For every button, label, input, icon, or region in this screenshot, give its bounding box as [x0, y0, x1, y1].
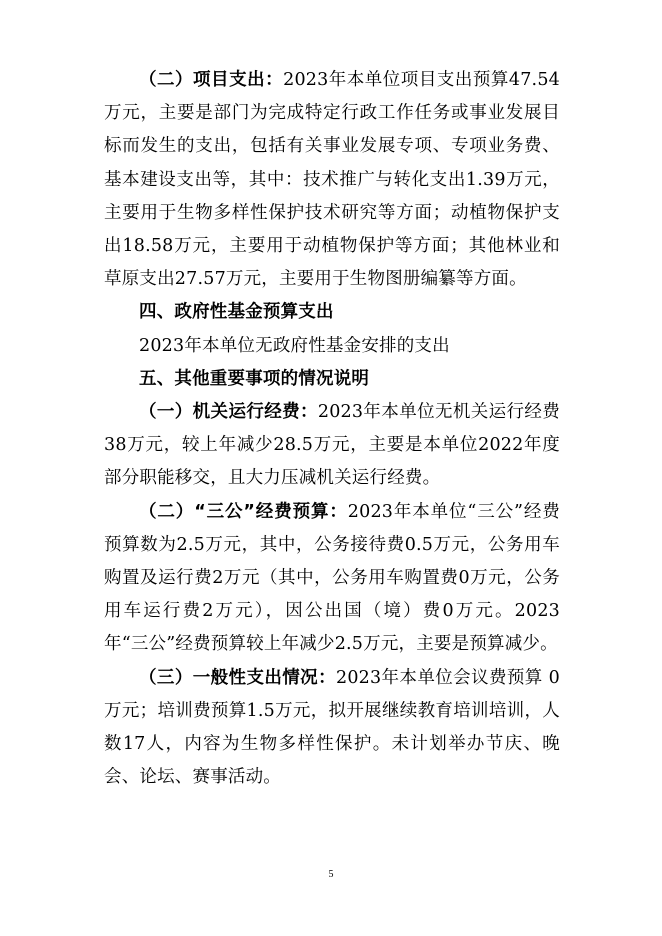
government-fund-heading: 四、政府性基金预算支出	[139, 302, 334, 323]
project-expenditure-lead: （二）项目支出：	[139, 70, 284, 90]
operating-expense-text: 2023年本单位无机关运行经费38万元，较上年减少28.5万元，主要是本单位2022年度部分职能移交，且大力压减机关运行经费。	[104, 402, 560, 489]
document-body	[104, 64, 560, 794]
general-expense-text: 2023年本单位会议费预算 0万元；培训费预算1.5万元，拟开展继续教育培训培训，人数17人，内容为生物多样性保护。未计划举办节庆、晚会、论坛、赛事活动。	[104, 667, 560, 788]
operating-expense-lead: （一）机关运行经费：	[139, 402, 318, 423]
project-expenditure-paragraph	[104, 64, 560, 296]
three-public-expense-paragraph	[104, 496, 560, 662]
general-expense-lead: （三）一般性支出情况：	[139, 667, 336, 688]
operating-expense-paragraph	[104, 396, 560, 496]
general-expense-paragraph	[104, 662, 560, 795]
government-fund-text: 2023年本单位无政府性基金安排的支出	[139, 335, 450, 356]
three-public-expense-text: 2023年本单位“三公”经费预算数为2.5万元，其中，公务接待费0.5万元，公务用车购置及运行费2万元（其中，公务用车购置费0万元，公务用车运行费2万元），因公出国（境）费0万元。2023年“三公”经费预算较上年减少2.5万元，主要是预算减少。	[104, 501, 560, 655]
three-public-expense-lead: （二）“三公”经费预算：	[139, 501, 348, 522]
project-expenditure-text: 2023年本单位项目支出预算47.54万元，主要是部门为完成特定行政工作任务或事业发展目标而发生的支出，包括有关事业发展专项、专项业务费、基本建设支出等，其中：技术推广与转化支出1.39万元，主要用于生物多样性保护技术研究等方面；动植物保护支出18.58万元，主要用于动植物保护等方面；其他林业和草原支出27.57万元，主要用于生物图册编纂等方面。	[104, 70, 560, 290]
other-matters-heading: 五、其他重要事项的情况说明	[139, 368, 370, 389]
page-number: 5	[328, 869, 334, 880]
